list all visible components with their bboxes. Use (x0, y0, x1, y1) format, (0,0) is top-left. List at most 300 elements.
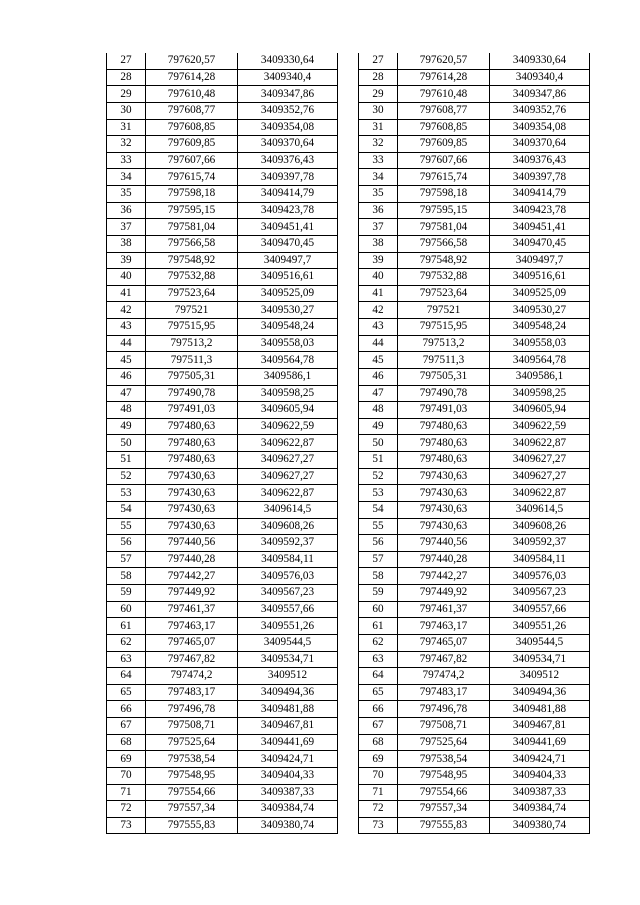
y-coordinate-cell: 3409423,78 (490, 202, 590, 219)
point-number-cell: 72 (107, 801, 146, 818)
point-number-cell: 43 (359, 319, 398, 336)
point-number-cell: 60 (359, 601, 398, 618)
x-coordinate-cell: 797465,07 (146, 634, 238, 651)
x-coordinate-cell: 797430,63 (398, 501, 490, 518)
x-coordinate-cell: 797521 (146, 302, 238, 319)
point-number-cell: 43 (107, 319, 146, 336)
point-number-cell: 35 (359, 186, 398, 203)
x-coordinate-cell: 797430,63 (146, 485, 238, 502)
table-row (107, 69, 338, 86)
y-coordinate-cell: 3409592,37 (238, 535, 338, 552)
x-coordinate-cell: 797496,78 (398, 701, 490, 718)
x-coordinate-cell: 797598,18 (146, 186, 238, 203)
point-number-cell: 29 (359, 86, 398, 103)
x-coordinate-cell: 797480,63 (398, 452, 490, 469)
y-coordinate-cell: 3409516,61 (490, 269, 590, 286)
x-coordinate-cell: 797491,03 (146, 402, 238, 419)
x-coordinate-cell: 797440,28 (398, 551, 490, 568)
point-number-cell: 51 (359, 452, 398, 469)
point-number-cell: 28 (107, 69, 146, 86)
x-coordinate-cell: 797557,34 (146, 801, 238, 818)
point-number-cell: 54 (107, 501, 146, 518)
point-number-cell: 57 (359, 551, 398, 568)
table-row (107, 136, 338, 153)
y-coordinate-cell: 3409424,71 (490, 751, 590, 768)
table-row (359, 551, 590, 568)
point-number-cell: 39 (107, 252, 146, 269)
x-coordinate-cell: 797483,17 (398, 684, 490, 701)
point-number-cell: 31 (107, 119, 146, 136)
y-coordinate-cell: 3409352,76 (238, 102, 338, 119)
table-row (359, 668, 590, 685)
point-number-cell: 66 (107, 701, 146, 718)
y-coordinate-cell: 3409512 (238, 668, 338, 685)
y-coordinate-cell: 3409622,59 (238, 418, 338, 435)
table-row (107, 285, 338, 302)
x-coordinate-cell: 797555,83 (398, 817, 490, 834)
table-row (107, 435, 338, 452)
x-coordinate-cell: 797557,34 (398, 801, 490, 818)
point-number-cell: 53 (359, 485, 398, 502)
point-number-cell: 37 (359, 219, 398, 236)
table-row (107, 668, 338, 685)
point-number-cell: 61 (107, 618, 146, 635)
table-row (359, 169, 590, 186)
point-number-cell: 35 (107, 186, 146, 203)
point-number-cell: 27 (107, 53, 146, 69)
point-number-cell: 65 (107, 684, 146, 701)
y-coordinate-cell: 3409376,43 (238, 152, 338, 169)
table-row (107, 202, 338, 219)
point-number-cell: 28 (359, 69, 398, 86)
y-coordinate-cell: 3409354,08 (490, 119, 590, 136)
coordinates-table-right (358, 53, 590, 834)
point-number-cell: 29 (107, 86, 146, 103)
y-coordinate-cell: 3409614,5 (238, 501, 338, 518)
table-row (107, 501, 338, 518)
point-number-cell: 55 (107, 518, 146, 535)
point-number-cell: 61 (359, 618, 398, 635)
table-row (359, 452, 590, 469)
table-row (359, 302, 590, 319)
point-number-cell: 48 (359, 402, 398, 419)
point-number-cell: 47 (359, 385, 398, 402)
y-coordinate-cell: 3409548,24 (238, 319, 338, 336)
table-row (107, 801, 338, 818)
y-coordinate-cell: 3409584,11 (490, 551, 590, 568)
table-row (107, 535, 338, 552)
y-coordinate-cell: 3409354,08 (238, 119, 338, 136)
x-coordinate-cell: 797525,64 (146, 734, 238, 751)
x-coordinate-cell: 797449,92 (398, 585, 490, 602)
x-coordinate-cell: 797523,64 (398, 285, 490, 302)
y-coordinate-cell: 3409608,26 (238, 518, 338, 535)
table-row (107, 452, 338, 469)
table-row (359, 601, 590, 618)
x-coordinate-cell: 797581,04 (146, 219, 238, 236)
y-coordinate-cell: 3409534,71 (238, 651, 338, 668)
y-coordinate-cell: 3409352,76 (490, 102, 590, 119)
x-coordinate-cell: 797430,63 (398, 468, 490, 485)
x-coordinate-cell: 797554,66 (398, 784, 490, 801)
point-number-cell: 57 (107, 551, 146, 568)
y-coordinate-cell: 3409424,71 (238, 751, 338, 768)
y-coordinate-cell: 3409441,69 (238, 734, 338, 751)
x-coordinate-cell: 797615,74 (398, 169, 490, 186)
y-coordinate-cell: 3409557,66 (238, 601, 338, 618)
point-number-cell: 56 (359, 535, 398, 552)
table-row (359, 784, 590, 801)
y-coordinate-cell: 3409567,23 (490, 585, 590, 602)
table-row (107, 86, 338, 103)
x-coordinate-cell: 797480,63 (398, 418, 490, 435)
table-row (107, 102, 338, 119)
table-row (107, 269, 338, 286)
x-coordinate-cell: 797525,64 (398, 734, 490, 751)
x-coordinate-cell: 797490,78 (146, 385, 238, 402)
table-row (359, 69, 590, 86)
point-number-cell: 30 (359, 102, 398, 119)
y-coordinate-cell: 3409414,79 (490, 186, 590, 203)
y-coordinate-cell: 3409551,26 (490, 618, 590, 635)
x-coordinate-cell: 797620,57 (398, 53, 490, 69)
point-number-cell: 56 (107, 535, 146, 552)
table-row (359, 235, 590, 252)
table-row (359, 718, 590, 735)
x-coordinate-cell: 797609,85 (146, 136, 238, 153)
y-coordinate-cell: 3409384,74 (490, 801, 590, 818)
point-number-cell: 32 (359, 136, 398, 153)
table-row (359, 518, 590, 535)
y-coordinate-cell: 3409494,36 (490, 684, 590, 701)
table-row (359, 202, 590, 219)
point-number-cell: 53 (107, 485, 146, 502)
y-coordinate-cell: 3409404,33 (238, 767, 338, 784)
x-coordinate-cell: 797440,28 (146, 551, 238, 568)
y-coordinate-cell: 3409347,86 (490, 86, 590, 103)
table-row (359, 585, 590, 602)
table-row (359, 684, 590, 701)
x-coordinate-cell: 797508,71 (398, 718, 490, 735)
x-coordinate-cell: 797532,88 (398, 269, 490, 286)
y-coordinate-cell: 3409558,03 (490, 335, 590, 352)
x-coordinate-cell: 797480,63 (398, 435, 490, 452)
point-number-cell: 41 (359, 285, 398, 302)
point-number-cell: 52 (359, 468, 398, 485)
table-row (359, 634, 590, 651)
point-number-cell: 50 (359, 435, 398, 452)
y-coordinate-cell: 3409397,78 (490, 169, 590, 186)
y-coordinate-cell: 3409387,33 (490, 784, 590, 801)
table-row (359, 767, 590, 784)
y-coordinate-cell: 3409627,27 (490, 468, 590, 485)
y-coordinate-cell: 3409598,25 (490, 385, 590, 402)
table-row (107, 468, 338, 485)
point-number-cell: 73 (107, 817, 146, 834)
x-coordinate-cell: 797608,85 (146, 119, 238, 136)
y-coordinate-cell: 3409451,41 (490, 219, 590, 236)
y-coordinate-cell: 3409551,26 (238, 618, 338, 635)
point-number-cell: 40 (107, 269, 146, 286)
point-number-cell: 36 (359, 202, 398, 219)
table-row (107, 169, 338, 186)
x-coordinate-cell: 797515,95 (146, 319, 238, 336)
point-number-cell: 59 (359, 585, 398, 602)
point-number-cell: 46 (107, 368, 146, 385)
table-row (359, 501, 590, 518)
y-coordinate-cell: 3409544,5 (238, 634, 338, 651)
y-coordinate-cell: 3409481,88 (490, 701, 590, 718)
table-row (359, 485, 590, 502)
table-row (359, 651, 590, 668)
y-coordinate-cell: 3409512 (490, 668, 590, 685)
x-coordinate-cell: 797554,66 (146, 784, 238, 801)
x-coordinate-cell: 797463,17 (146, 618, 238, 635)
point-number-cell: 70 (359, 767, 398, 784)
table-row (359, 152, 590, 169)
point-number-cell: 38 (359, 235, 398, 252)
table-row (107, 235, 338, 252)
y-coordinate-cell: 3409622,59 (490, 418, 590, 435)
y-coordinate-cell: 3409376,43 (490, 152, 590, 169)
point-number-cell: 71 (107, 784, 146, 801)
table-row (107, 152, 338, 169)
point-number-cell: 33 (359, 152, 398, 169)
table-row (359, 219, 590, 236)
table-row (359, 618, 590, 635)
x-coordinate-cell: 797608,85 (398, 119, 490, 136)
table-row (359, 535, 590, 552)
x-coordinate-cell: 797595,15 (146, 202, 238, 219)
table-row (107, 485, 338, 502)
y-coordinate-cell: 3409470,45 (490, 235, 590, 252)
x-coordinate-cell: 797620,57 (146, 53, 238, 69)
point-number-cell: 65 (359, 684, 398, 701)
y-coordinate-cell: 3409622,87 (238, 435, 338, 452)
x-coordinate-cell: 797515,95 (398, 319, 490, 336)
x-coordinate-cell: 797461,37 (146, 601, 238, 618)
table-row (359, 801, 590, 818)
y-coordinate-cell: 3409423,78 (238, 202, 338, 219)
x-coordinate-cell: 797555,83 (146, 817, 238, 834)
x-coordinate-cell: 797463,17 (398, 618, 490, 635)
table-row (359, 119, 590, 136)
table-row (359, 335, 590, 352)
x-coordinate-cell: 797467,82 (146, 651, 238, 668)
table-row (107, 352, 338, 369)
x-coordinate-cell: 797496,78 (146, 701, 238, 718)
y-coordinate-cell: 3409497,7 (490, 252, 590, 269)
table-row (359, 751, 590, 768)
x-coordinate-cell: 797513,2 (398, 335, 490, 352)
y-coordinate-cell: 3409598,25 (238, 385, 338, 402)
table-row (359, 136, 590, 153)
point-number-cell: 60 (107, 601, 146, 618)
x-coordinate-cell: 797449,92 (146, 585, 238, 602)
x-coordinate-cell: 797430,63 (398, 485, 490, 502)
table-row (107, 751, 338, 768)
point-number-cell: 41 (107, 285, 146, 302)
point-number-cell: 55 (359, 518, 398, 535)
y-coordinate-cell: 3409397,78 (238, 169, 338, 186)
table-row (107, 319, 338, 336)
x-coordinate-cell: 797483,17 (146, 684, 238, 701)
point-number-cell: 62 (359, 634, 398, 651)
y-coordinate-cell: 3409614,5 (490, 501, 590, 518)
table-row (107, 368, 338, 385)
x-coordinate-cell: 797548,95 (398, 767, 490, 784)
x-coordinate-cell: 797607,66 (398, 152, 490, 169)
point-number-cell: 34 (107, 169, 146, 186)
point-number-cell: 62 (107, 634, 146, 651)
y-coordinate-cell: 3409467,81 (238, 718, 338, 735)
point-number-cell: 70 (107, 767, 146, 784)
y-coordinate-cell: 3409494,36 (238, 684, 338, 701)
y-coordinate-cell: 3409481,88 (238, 701, 338, 718)
x-coordinate-cell: 797491,03 (398, 402, 490, 419)
y-coordinate-cell: 3409525,09 (490, 285, 590, 302)
x-coordinate-cell: 797608,77 (146, 102, 238, 119)
table-row (107, 634, 338, 651)
x-coordinate-cell: 797430,63 (146, 501, 238, 518)
point-number-cell: 38 (107, 235, 146, 252)
y-coordinate-cell: 3409516,61 (238, 269, 338, 286)
x-coordinate-cell: 797615,74 (146, 169, 238, 186)
y-coordinate-cell: 3409567,23 (238, 585, 338, 602)
x-coordinate-cell: 797532,88 (146, 269, 238, 286)
point-number-cell: 33 (107, 152, 146, 169)
table-row (359, 385, 590, 402)
y-coordinate-cell: 3409497,7 (238, 252, 338, 269)
point-number-cell: 59 (107, 585, 146, 602)
x-coordinate-cell: 797521 (398, 302, 490, 319)
x-coordinate-cell: 797566,58 (398, 235, 490, 252)
table-body-right (359, 53, 590, 834)
table-row (107, 784, 338, 801)
point-number-cell: 44 (107, 335, 146, 352)
table-row (107, 601, 338, 618)
x-coordinate-cell: 797440,56 (398, 535, 490, 552)
point-number-cell: 51 (107, 452, 146, 469)
x-coordinate-cell: 797474,2 (398, 668, 490, 685)
y-coordinate-cell: 3409380,74 (490, 817, 590, 834)
point-number-cell: 72 (359, 801, 398, 818)
x-coordinate-cell: 797430,63 (146, 468, 238, 485)
table-row (359, 186, 590, 203)
table-row (359, 269, 590, 286)
point-number-cell: 34 (359, 169, 398, 186)
x-coordinate-cell: 797608,77 (398, 102, 490, 119)
x-coordinate-cell: 797505,31 (146, 368, 238, 385)
table-row (107, 618, 338, 635)
table-row (359, 701, 590, 718)
table-row (107, 651, 338, 668)
y-coordinate-cell: 3409451,41 (238, 219, 338, 236)
x-coordinate-cell: 797581,04 (398, 219, 490, 236)
point-number-cell: 73 (359, 817, 398, 834)
y-coordinate-cell: 3409627,27 (490, 452, 590, 469)
x-coordinate-cell: 797505,31 (398, 368, 490, 385)
x-coordinate-cell: 797490,78 (398, 385, 490, 402)
x-coordinate-cell: 797595,15 (398, 202, 490, 219)
x-coordinate-cell: 797538,54 (146, 751, 238, 768)
x-coordinate-cell: 797474,2 (146, 668, 238, 685)
point-number-cell: 58 (107, 568, 146, 585)
x-coordinate-cell: 797513,2 (146, 335, 238, 352)
y-coordinate-cell: 3409558,03 (238, 335, 338, 352)
point-number-cell: 45 (359, 352, 398, 369)
y-coordinate-cell: 3409404,33 (490, 767, 590, 784)
table-row (107, 568, 338, 585)
point-number-cell: 50 (107, 435, 146, 452)
table-body-left (107, 53, 338, 834)
table-row (359, 734, 590, 751)
table-row (107, 734, 338, 751)
x-coordinate-cell: 797430,63 (398, 518, 490, 535)
x-coordinate-cell: 797523,64 (146, 285, 238, 302)
table-row (107, 119, 338, 136)
table-row (359, 252, 590, 269)
y-coordinate-cell: 3409627,27 (238, 452, 338, 469)
y-coordinate-cell: 3409370,64 (238, 136, 338, 153)
y-coordinate-cell: 3409544,5 (490, 634, 590, 651)
y-coordinate-cell: 3409564,78 (238, 352, 338, 369)
table-row (359, 468, 590, 485)
y-coordinate-cell: 3409548,24 (490, 319, 590, 336)
point-number-cell: 47 (107, 385, 146, 402)
point-number-cell: 49 (359, 418, 398, 435)
table-row (359, 86, 590, 103)
table-row (107, 585, 338, 602)
x-coordinate-cell: 797598,18 (398, 186, 490, 203)
y-coordinate-cell: 3409622,87 (238, 485, 338, 502)
x-coordinate-cell: 797467,82 (398, 651, 490, 668)
table-row (107, 701, 338, 718)
table-row (107, 718, 338, 735)
point-number-cell: 44 (359, 335, 398, 352)
y-coordinate-cell: 3409592,37 (490, 535, 590, 552)
x-coordinate-cell: 797511,3 (398, 352, 490, 369)
point-number-cell: 49 (107, 418, 146, 435)
table-row (107, 518, 338, 535)
y-coordinate-cell: 3409370,64 (490, 136, 590, 153)
table-row (359, 102, 590, 119)
point-number-cell: 67 (359, 718, 398, 735)
x-coordinate-cell: 797442,27 (146, 568, 238, 585)
point-number-cell: 46 (359, 368, 398, 385)
table-row (359, 568, 590, 585)
x-coordinate-cell: 797465,07 (398, 634, 490, 651)
y-coordinate-cell: 3409467,81 (490, 718, 590, 735)
x-coordinate-cell: 797442,27 (398, 568, 490, 585)
y-coordinate-cell: 3409330,64 (490, 53, 590, 69)
y-coordinate-cell: 3409330,64 (238, 53, 338, 69)
table-row (107, 684, 338, 701)
table-row (359, 285, 590, 302)
point-number-cell: 64 (359, 668, 398, 685)
x-coordinate-cell: 797607,66 (146, 152, 238, 169)
y-coordinate-cell: 3409340,4 (238, 69, 338, 86)
table-row (359, 817, 590, 834)
y-coordinate-cell: 3409608,26 (490, 518, 590, 535)
point-number-cell: 63 (359, 651, 398, 668)
table-row (107, 402, 338, 419)
point-number-cell: 66 (359, 701, 398, 718)
y-coordinate-cell: 3409586,1 (238, 368, 338, 385)
y-coordinate-cell: 3409622,87 (490, 435, 590, 452)
x-coordinate-cell: 797614,28 (398, 69, 490, 86)
point-number-cell: 40 (359, 269, 398, 286)
